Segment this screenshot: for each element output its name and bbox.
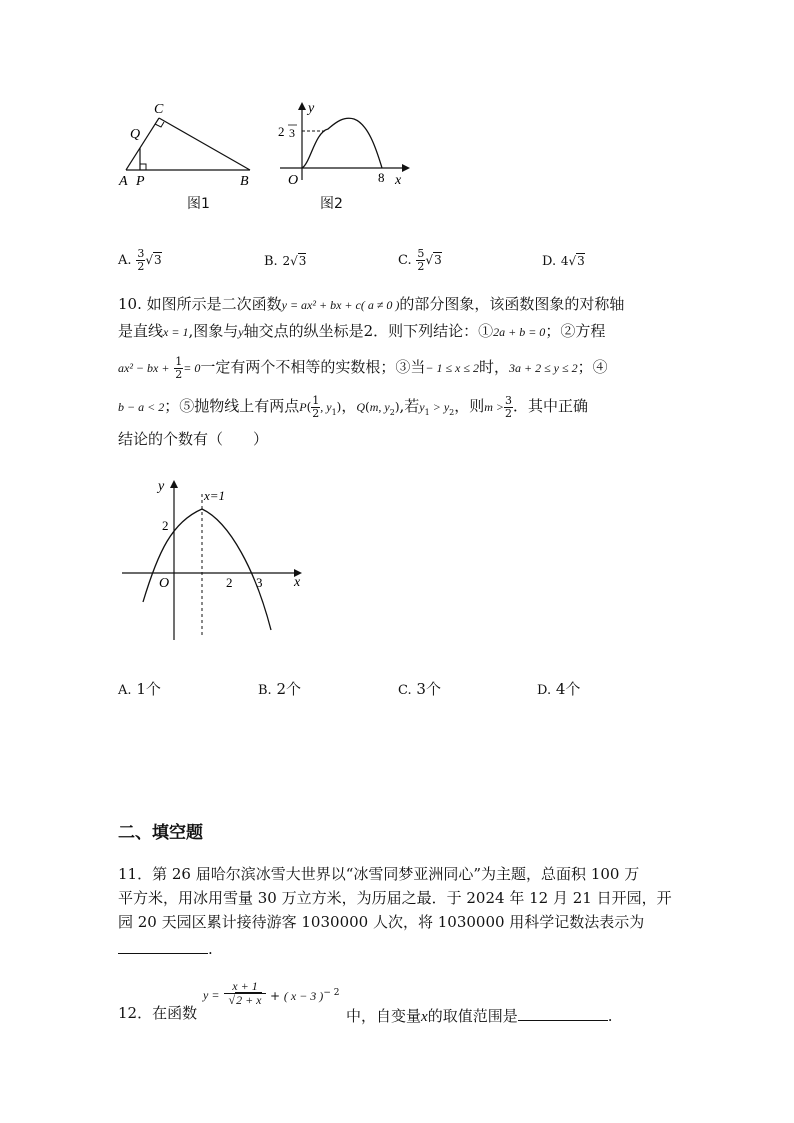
fig1-label-p: P (136, 174, 145, 188)
q11-line-3: 园 20 天园区累计接待游客 1030000 人次，将 1030000 用科学记数法表示为 (118, 913, 645, 931)
q10-line2-c: 轴交点的纵坐标是2．则下列结论：① (243, 322, 494, 340)
fig3-label-x3: 3 (256, 575, 263, 590)
q10-line2-d: ；②方程 (545, 322, 606, 340)
q10-y-var: y (238, 325, 244, 339)
q9-a-num: 3 (137, 247, 145, 260)
q12-prefix: 12．在函数 (118, 1004, 198, 1022)
fig2-label-x: x (395, 173, 402, 188)
q10-line3-c: ；④ (577, 358, 608, 377)
q10-q-inner: m, y (369, 400, 390, 415)
q12-answer-blank[interactable] (518, 1006, 608, 1021)
q9-option-d-letter: D. (542, 254, 557, 269)
fig2-label-2: 2 (278, 124, 285, 139)
fig1-label-a: A (119, 174, 128, 188)
q12-var: x (421, 1009, 428, 1025)
q9-option-c-letter: C. (398, 253, 412, 269)
q10-inequality: 3a + 2 ≤ y ≤ 2 (508, 361, 578, 376)
q9-d-coef: 4 (560, 254, 569, 268)
q10-option-b-text: 2个 (276, 680, 302, 698)
fig2-label-3: 3 (289, 126, 295, 140)
q10-y2-sub: 2 (449, 408, 455, 418)
q11-line-2: 平方米，用冰用雪量 30 万立方米，为历届之最．于 2024 年 12 月 21 日开园，开 (118, 889, 672, 907)
q9-b-coef: 2 (282, 254, 291, 268)
q10-eq-frac-den: 2 (175, 367, 183, 381)
q10-line-4: b − a < 2；⑤抛物线上有两点P( $\frac{1}{2}$ , $y_1$)，Q(m, $y_2$),若$y_1 > y_2$，则m > $\frac{3}{2}$ ．其中正确 (118, 394, 589, 420)
fig1-label-b: B (240, 174, 249, 188)
q10-line2-a: 是直线 (118, 322, 164, 340)
q12-suffix: 的取值范围是 (427, 1007, 518, 1025)
q10-range: − 1 ≤ x ≤ 2 (425, 361, 479, 376)
q10-option-c-text: 3个 (416, 680, 441, 698)
q9-option-a: A. $\frac{3}{2}$ √3 (118, 247, 162, 273)
q10-equation-a: ax² − bx + (118, 361, 170, 376)
q10-line-2 (118, 324, 605, 339)
q10-option-d-letter: D. (537, 683, 552, 698)
q11-answer-blank[interactable] (118, 939, 208, 954)
fig3-label-x: x (294, 575, 301, 590)
q10-equation-b: = 0 (183, 361, 201, 376)
q10-m-frac (504, 395, 513, 419)
q10-line4-d: ．其中正确 (513, 397, 589, 416)
q9-c-num: 5 (417, 247, 425, 260)
q9-option-a-letter: A. (118, 253, 132, 269)
q10-y1-sub: 1 (424, 408, 430, 418)
q9-option-d: D. 4√3 (542, 254, 585, 269)
q10-conclusion-4: b − a < 2 (118, 400, 165, 415)
fig3-label-x2: 2 (226, 575, 233, 590)
q10-intro: 10. 如图所示是二次函数 (118, 295, 282, 313)
q10-option-a-text: 1个 (136, 680, 161, 698)
q12-numerator: x + 1 (224, 980, 266, 994)
q10-line4-c: ，则 (454, 397, 485, 416)
q10-p-frac (311, 395, 320, 419)
q10-option-a-letter: A. (118, 683, 132, 698)
q10-condition: ( a ≠ 0 ) (360, 298, 400, 312)
q12-tail (270, 989, 339, 1002)
q10-p-frac-den: 2 (312, 406, 320, 420)
q10-option-a (118, 682, 161, 697)
q9-c-radicand: 3 (434, 253, 442, 268)
q12-sqrt-sign: √ (228, 993, 236, 1008)
q12-y-eq: y = (203, 988, 220, 1002)
q10-equation-frac (174, 356, 183, 380)
fig3-label-y: y (158, 479, 165, 494)
q10-m-frac-num: 3 (505, 394, 513, 407)
q9-d-radicand: 3 (577, 254, 585, 268)
q10-line-1 (118, 297, 624, 312)
q11-line-1: 11．第 26 届哈尔滨冰雪大世界以“冰雪同梦亚洲同心”为主题，总面积 100 万 (118, 865, 640, 883)
q10-line4-b: ,若 (399, 397, 420, 416)
q9-a-radicand: 3 (153, 253, 162, 268)
q12-fraction (224, 980, 266, 1007)
q10-eq-frac-num: 1 (175, 355, 183, 368)
fig3-label-2: 2 (162, 518, 169, 533)
q9-option-b: B. 2√3 (264, 254, 307, 269)
fig2-caption: 图2 (320, 196, 343, 212)
fig2-label-8: 8 (378, 170, 385, 185)
q10-gt-y2: > y (429, 400, 450, 415)
q10-p-y: , y (320, 400, 332, 415)
q10-line-3 (118, 356, 608, 380)
q10-line3-b: 时， (478, 358, 509, 377)
q10-comma: ， (341, 397, 357, 416)
q12-denominator (224, 994, 266, 1007)
q10-function: y = ax² + bx + c (281, 298, 361, 312)
q10-p-frac-num: 1 (312, 394, 320, 407)
q10-q-sub: 2 (389, 408, 395, 418)
fig1-label-q: Q (130, 127, 141, 142)
q12-paren: ( x − 3 ) (283, 989, 324, 1003)
q10-line4-a: ；⑤抛物线上有两点 (164, 397, 300, 416)
q12-plus: + (270, 989, 281, 1003)
q10-axis-eq: x = 1 (163, 325, 189, 339)
section-title: 二、填空题 (118, 823, 203, 843)
fig1-caption: 图1 (187, 196, 210, 212)
q10-line2-b: ,图象与 (188, 322, 239, 340)
q9-c-den: 2 (417, 259, 425, 273)
q10-option-b-letter: B. (258, 683, 272, 698)
q9-option-b-letter: B. (264, 254, 278, 269)
q9-a-den: 2 (137, 259, 145, 273)
fig2-label-o: O (288, 173, 299, 188)
figure-2-graph (270, 98, 415, 188)
q12-rest (346, 1006, 612, 1025)
fig3-label-o: O (159, 576, 170, 591)
q10-line-5: 结论的个数有（ ） (118, 430, 269, 448)
q12-radicand: 2 + x (236, 993, 262, 1008)
q10-line1-tail: 的部分图象，该函数图象的对称轴 (399, 295, 625, 313)
q12-mid: 中，自变量 (346, 1007, 422, 1025)
q9-option-a-fraction (136, 248, 145, 272)
q10-conclusion-1: 2a + b = 0 (493, 325, 546, 339)
q10-line3-a: 一定有两个不相等的实数根；③当 (200, 358, 426, 377)
q9-option-c: C. $\frac{5}{2}$ √3 (398, 247, 442, 273)
q10-option-c-letter: C. (398, 683, 412, 698)
q10-point-p: P (299, 400, 307, 415)
q10-m-frac-den: 2 (505, 406, 513, 420)
q10-y1: y (419, 400, 425, 415)
q12-period: . (607, 1007, 613, 1025)
figure-1-triangle (110, 98, 270, 188)
fig2-label-y: y (308, 101, 315, 116)
q10-option-d (537, 682, 580, 697)
q10-option-d-text: 4个 (555, 680, 581, 698)
q10-option-c (398, 682, 441, 697)
q10-point-q: Q (356, 400, 366, 415)
q11-line-4 (118, 939, 213, 957)
q12-exponent: − 2 (323, 988, 340, 998)
q10-p-sub: 1 (331, 408, 337, 418)
q10-option-b (258, 682, 301, 697)
q10-m-cond: m > (484, 400, 505, 415)
fig1-label-c: C (154, 102, 164, 117)
fig3-label-axis: x=1 (204, 488, 226, 503)
figure-3-parabola (118, 472, 308, 644)
q11-period: . (208, 940, 213, 958)
q9-b-radicand: 3 (298, 254, 307, 268)
